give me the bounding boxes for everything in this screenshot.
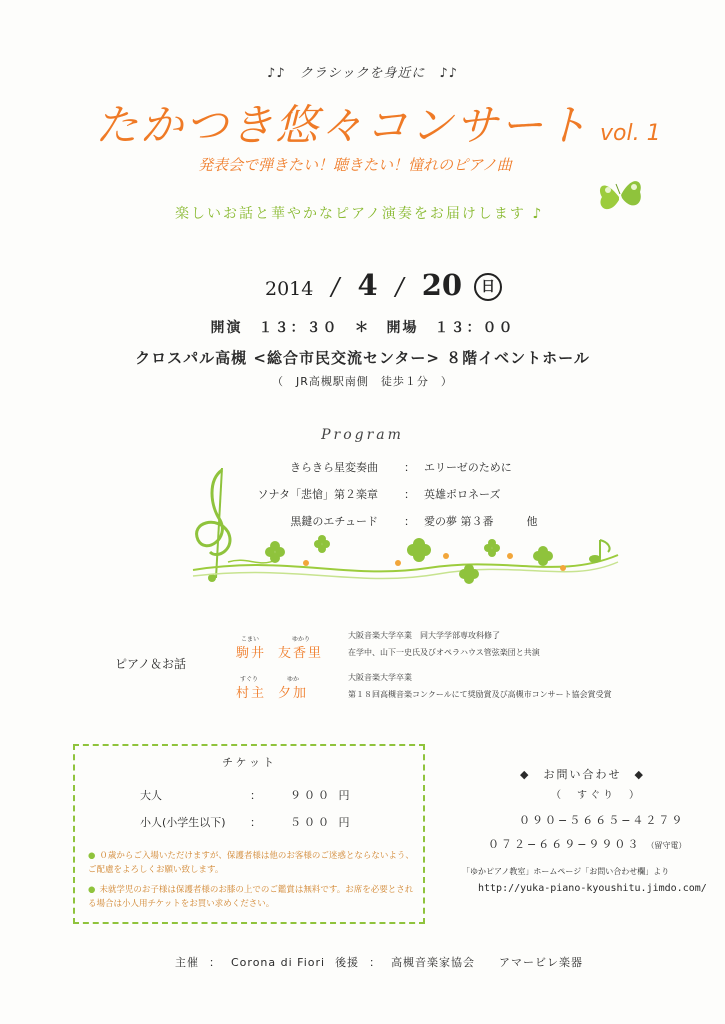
performer-bio-line: 第１８回高槻音楽コンクールにて奨励賞及び高槻市コンサート協会賞受賞 [348,690,612,699]
program-separator: ： [404,461,415,474]
performer-bio-line: 在学中、山下一史氏及びオペラハウス管弦楽団と共演 [348,648,540,657]
venue-access: （ JR高槻駅南側 徒歩１分 ） [272,375,453,388]
performer-ruby-surname: すぐり [240,676,259,683]
performers-label: ピアノ＆お話 [115,657,187,671]
concert-title [95,92,661,153]
contact-phone-memo: （留守電） [646,841,687,850]
event-date [265,268,502,302]
performer-ruby-given: ゆか [287,676,300,683]
ticket-note [88,883,418,911]
program-piece-left: 黒鍵のエチュード [290,515,378,528]
ticket-row-adult [140,787,360,801]
footer-credits [175,954,593,970]
performer-bio-line: 大阪音楽大学卒業 同大学学部専攻科修了 [348,631,500,640]
bullet-icon: ● [88,851,96,861]
date-slash-2: / [395,273,404,301]
subtitle: 発表会で弾きたい！聴きたい！憧れのピアノ曲 [198,156,512,174]
performer-surname: 村主 [236,686,267,701]
ticket-label: 大人 [140,789,162,802]
program-title: Program [321,427,404,443]
event-times: 開演 １３：３０ ＊ 開場 １３：００ [210,320,515,336]
program-separator: ： [404,488,415,501]
ticket-note-text: ０歳からご入場いただけますが、保護者様は他のお客様のご迷惑とならないよう、ご配慮をよろしくお願い致します。 [88,851,414,875]
date-weekday: 日 [474,273,502,301]
butterfly-icon [594,172,644,222]
organizer-label: 主催 [175,956,199,969]
contact-title: ◆ お問い合わせ ◆ [520,768,645,781]
volume-label: vol. 1 [600,121,661,146]
ticket-row-child [140,814,360,828]
sponsor-label: 後援 [335,956,360,969]
ticket-price: ５００ 円 [290,816,353,829]
date-month: 4 [357,268,378,302]
contact-phone-mobile: ０９０−５６６５−４２７９ [519,814,685,827]
ticket-note-text: 未就学児のお子様は保護者様のお膝の上でのご鑑賞は無料です。お席を必要とされる場合は小人用チケットをお買い求めください。 [88,885,414,909]
footer-separator: ： [369,956,382,969]
organizer-name: Corona di Fiori [231,956,326,969]
vine-decoration-icon [188,460,628,600]
contact-phone-landline [488,836,686,852]
program-piece-right: エリーゼのために [424,461,512,474]
ticket-label: 小人(小学生以下) [140,816,226,829]
bullet-icon: ● [88,885,96,895]
date-slash-1: / [331,273,340,301]
concert-title-text: たかつき悠々コンサート [95,101,590,151]
performer-given-name: 夕加 [278,686,309,701]
performer-ruby-surname: こまい [241,636,260,643]
date-year: 2014 [265,278,314,300]
program-piece-left: きらきら星変奏曲 [290,461,378,474]
program-piece-right: 愛の夢 第３番 他 [424,515,538,528]
performer-ruby-given: ゆかり [292,636,311,643]
performer-surname: 駒井 [236,646,267,661]
ticket-separator: ： [250,789,261,802]
contact-url: http://yuka-piano-kyoushitu.jimdo.com/ [478,883,707,894]
tagline-secondary: 楽しいお話と華やかなピアノ演奏をお届けします ♪ [175,206,544,222]
program-piece-left: ソナタ「悲愴」第２楽章 [257,488,378,501]
performer-given-name: 友香里 [278,646,324,661]
ticket-separator: ： [250,816,261,829]
program-piece-right: 英雄ポロネーズ [424,488,501,501]
sponsor-names: 高槻音楽家協会 アマービレ楽器 [391,956,584,969]
date-day: 20 [421,268,463,302]
tagline: ♪♪ クラシックを身近に ♪♪ [267,66,458,81]
ticket-title: チケット [222,756,278,769]
ticket-note [88,849,418,877]
program-separator: ： [404,515,415,528]
contact-web-note: 「ゆかピアノ教室」ホームページ「お問い合わせ欄」より [462,867,670,876]
footer-separator: ： [209,956,221,969]
event-venue: クロスパル高槻 <総合市民交流センター> ８階イベントホール [135,349,590,367]
contact-phone-number: ０７２−６６９−９９０３ [488,838,641,851]
performer-bio-line: 大阪音楽大学卒業 [348,673,412,682]
contact-name: （ すぐり ） [551,790,642,801]
ticket-price: ９００ 円 [290,789,353,802]
